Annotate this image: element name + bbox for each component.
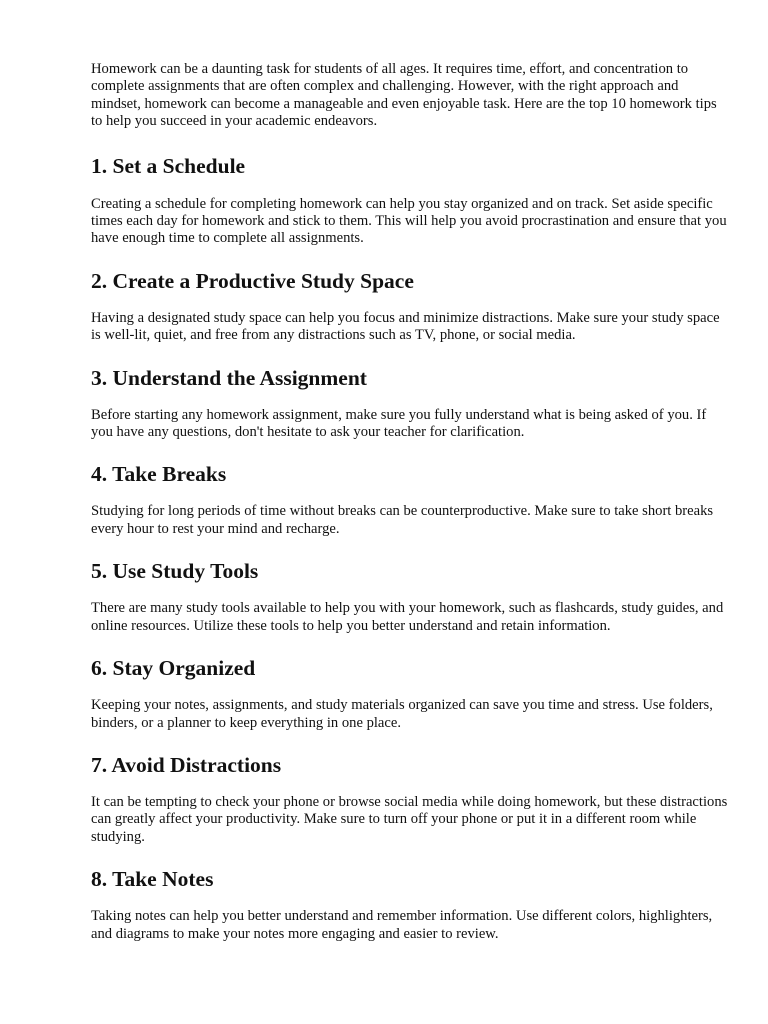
section-heading: 2. Create a Productive Study Space <box>91 268 414 293</box>
section-take-breaks <box>91 461 731 538</box>
section-take-notes <box>91 866 731 943</box>
section-heading: 8. Take Notes <box>91 867 214 892</box>
section-study-tools <box>91 558 731 635</box>
section-stay-organized <box>91 655 731 732</box>
section-body: Having a designated study space can help you focus and minimize distractions. Make sure your study space is well-lit, quiet, and free from any distractions such as TV, phone, or social media. <box>91 309 720 344</box>
section-body: It can be tempting to check your phone or browse social media while doing homework, but these distractions can greatly affect your productivity. Make sure to turn off your phone or put it in a different room while studying. <box>91 793 728 845</box>
intro-paragraph: Homework can be a daunting task for students of all ages. It requires time, effort, and concentration to complete assignments that are often complex and challenging. However, with the right approach and mindset, homework can become a manageable and even enjoyable task. Here are the top 10 homework tips to help you succeed in your academic endeavors. <box>91 61 717 130</box>
section-body: Taking notes can help you better understand and remember information. Use different colors, highlighters, and diagrams to make your notes more engaging and easier to review. <box>91 908 713 942</box>
section-body: Studying for long periods of time without breaks can be counterproductive. Make sure to take short breaks every hour to rest your mind and recharge. <box>91 503 714 537</box>
section-study-space <box>91 268 731 345</box>
document-page <box>91 61 731 943</box>
section-body: Creating a schedule for completing homework can help you stay organized and on track. Set aside specific times each day for homework and stick to them. This will help you avoid procrastination and ensure that you have enough time to complete all assignments. <box>91 195 727 247</box>
section-body: Before starting any homework assignment, make sure you fully understand what is being asked of you. If you have any questions, don't hesitate to ask your teacher for clarification. <box>91 406 707 441</box>
section-understand-assignment <box>91 365 731 442</box>
section-set-schedule <box>91 153 731 248</box>
section-heading: 6. Stay Organized <box>91 656 256 681</box>
section-heading: 4. Take Breaks <box>91 462 227 487</box>
section-body: Keeping your notes, assignments, and study materials organized can save you time and stress. Use folders, binders, or a planner to keep everything in one place. <box>91 697 713 731</box>
section-heading: 3. Understand the Assignment <box>91 365 367 390</box>
section-heading: 7. Avoid Distractions <box>91 752 282 777</box>
section-heading: 5. Use Study Tools <box>91 559 259 584</box>
section-heading: 1. Set a Schedule <box>91 153 246 178</box>
section-body: There are many study tools available to help you with your homework, such as flashcards, study guides, and online resources. Utilize these tools to help you better understand and retain information. <box>91 600 724 634</box>
section-avoid-distractions <box>91 752 731 846</box>
